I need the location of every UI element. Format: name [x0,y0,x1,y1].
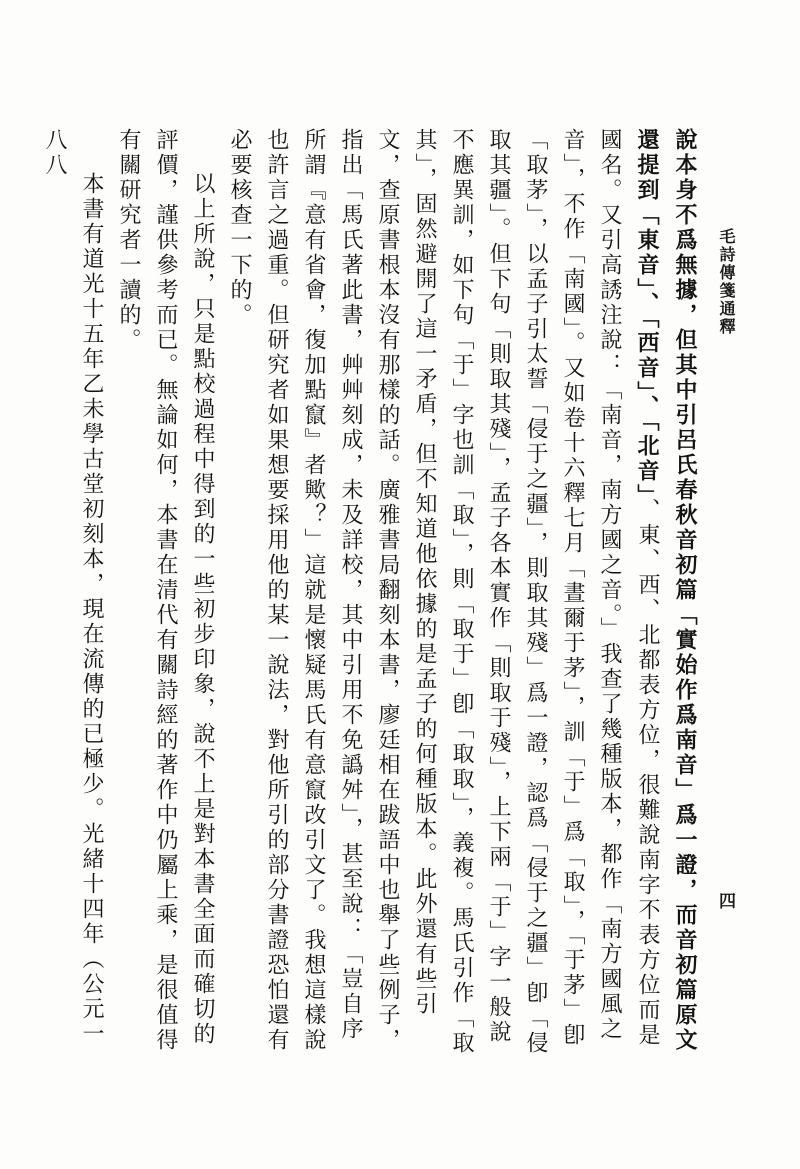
paragraph-summary [110,128,221,1060]
paragraph-text: 以上所說，只是點校過程中得到的一些初步印象，說不上是對本書全面而確切的評價，謹供參考而已。無論如何，本書在清代有關詩經的著作中仍屬上乘，是很值得有關研究者一讀的。 [116,128,215,1053]
body-text [42,128,704,1060]
paragraph-editions [36,128,110,1060]
paragraph-text: 、東、西、北都表方位，很難說南字不表方位而是國名。又引高誘注說：「南音，南方國之音。」我查了幾種版本，都作「南方國風之音」，不作「南國」。又如卷十六釋七月「晝爾于茅」，訓「于」爲「取」，「于茅」卽「取茅」，以孟子引太誓「侵于之疆」，則取其殘」爲一證，認爲「侵于之疆」卽「侵取其疆」。但下句「則取其殘」，孟子各本實作「則取于殘」，上下兩「于」字一般說不應異訓，如下句「于」字也訓「取」，則「取于」卽「取取」，義複。馬氏引作「取其」，固然避開了這一矛盾，但不知道他依據的是孟子的何種版本。此外還有些引文，查原書根本沒有那樣的話。廣雅書局翻刻本書，廖廷相在跋語中也舉了些例子，指出「馬氏著此書，艸艸刻成，未及詳校，其中引用不免譌舛」，甚至說：「豈自序所謂『意有省會，復加點竄』者歟？」這就是懷疑馬氏有意竄改引文了。我想這樣說也許言之過重。但研究者如果想要採用他的某一說法，對他所引的部分書證恐怕還有必要核查一下的。 [227,128,660,1056]
bold-lead-text: 說本身不爲無據，但其中引呂氏春秋音初篇「實始作爲南音」爲一證，而音初篇原文還提到「東音」、「西音」、「北音」 [634,128,698,1053]
paragraph-continuation [221,128,704,1060]
running-header-book-title: 毛詩傳箋通釋 [717,228,736,336]
page-number: 四 [715,892,735,909]
paragraph-text: 本書有道光十五年乙未學古堂初刻本，現在流傳的已極少。光緒十四年（公元一八八 [42,128,104,1047]
